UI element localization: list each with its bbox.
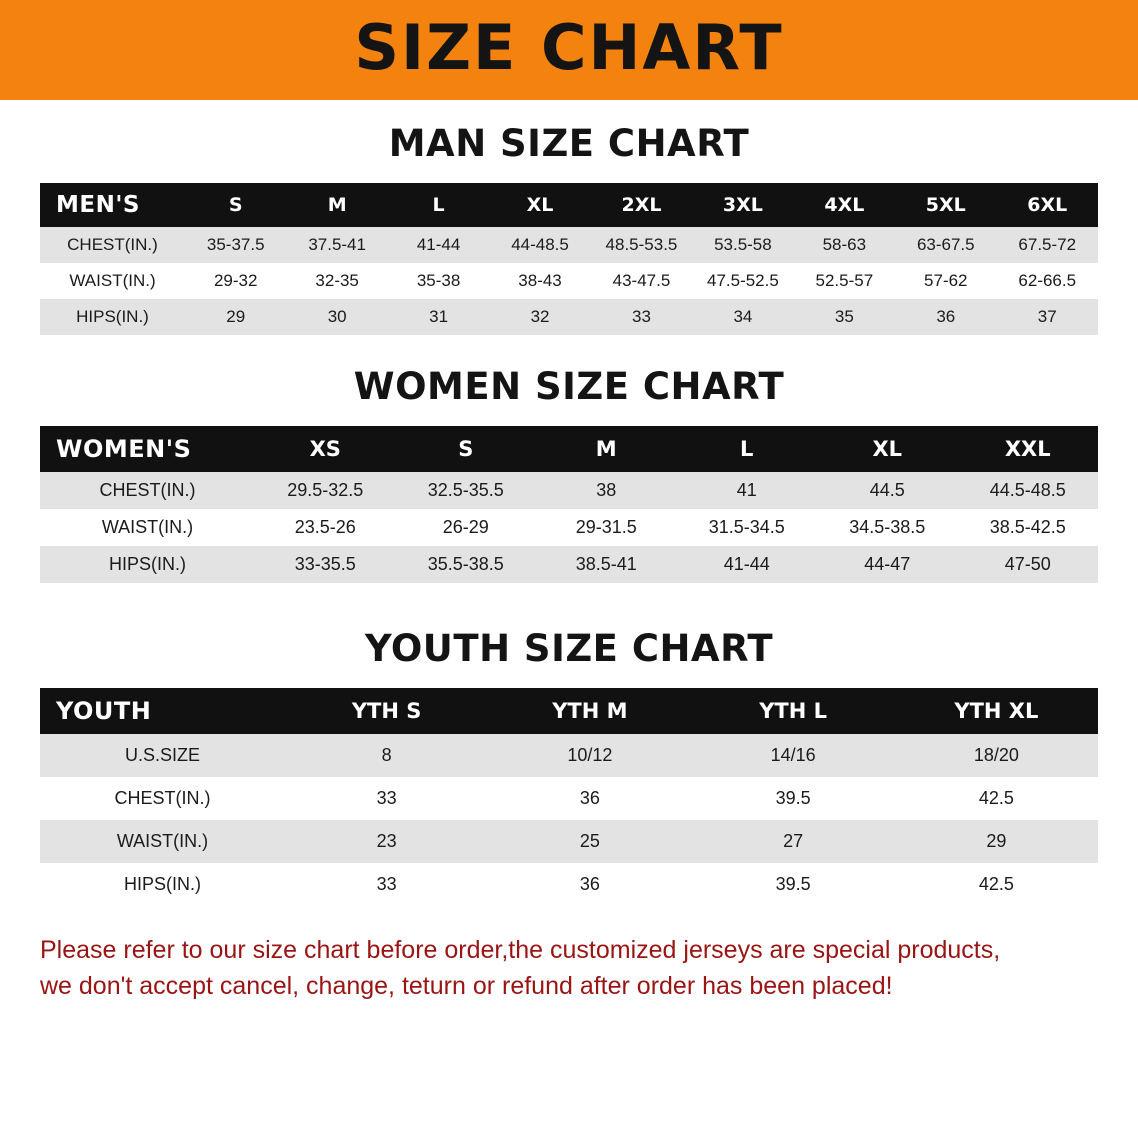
banner [0,0,1138,100]
table-cell: 57-62 [895,263,996,299]
row-label: HIPS(IN.) [40,299,185,335]
man-size-table [40,183,1098,335]
women-table-body [40,472,1098,583]
table-cell: 31 [388,299,489,335]
footnote-line-2: we don't accept cancel, change, teturn or refund after order has been placed! [40,972,893,1001]
table-cell: 18/20 [895,734,1098,777]
youth-header-row [40,688,1098,734]
table-cell: 23.5-26 [255,509,396,546]
table-row [40,820,1098,863]
man-header-cell: L [388,183,489,227]
table-row [40,299,1098,335]
table-cell: 32-35 [286,263,387,299]
table-cell: 38 [536,472,677,509]
women-table-head [40,426,1098,472]
row-label: CHEST(IN.) [40,472,255,509]
table-cell: 48.5-53.5 [591,227,692,263]
youth-header-label: YOUTH [40,688,285,734]
table-cell: 39.5 [692,777,895,820]
row-label: HIPS(IN.) [40,546,255,583]
man-header-cell: 2XL [591,183,692,227]
row-label: WAIST(IN.) [40,820,285,863]
table-cell: 33 [591,299,692,335]
women-header-cell: M [536,426,677,472]
youth-size-table-wrapper [0,688,1138,906]
table-cell: 44-48.5 [489,227,590,263]
table-cell: 35-38 [388,263,489,299]
row-label: WAIST(IN.) [40,509,255,546]
man-header-cell: 4XL [794,183,895,227]
man-header-cell: 3XL [692,183,793,227]
man-header-cell: 6XL [997,183,1099,227]
table-cell: 42.5 [895,777,1098,820]
table-cell: 35-37.5 [185,227,286,263]
table-cell: 37 [997,299,1099,335]
table-row [40,472,1098,509]
man-header-cell: 5XL [895,183,996,227]
man-table-head [40,183,1098,227]
table-cell: 32.5-35.5 [396,472,537,509]
table-cell: 36 [488,777,691,820]
table-cell: 34 [692,299,793,335]
row-label: CHEST(IN.) [40,227,185,263]
table-cell: 52.5-57 [794,263,895,299]
table-cell: 26-29 [396,509,537,546]
women-header-cell: XL [817,426,958,472]
table-cell: 34.5-38.5 [817,509,958,546]
footnote [40,932,1098,1005]
page-title: SIZE CHART [354,11,784,84]
table-cell: 53.5-58 [692,227,793,263]
table-cell: 58-63 [794,227,895,263]
table-cell: 23 [285,820,488,863]
table-row [40,546,1098,583]
table-row [40,263,1098,299]
man-header-row [40,183,1098,227]
table-row [40,734,1098,777]
table-cell: 41-44 [388,227,489,263]
women-header-label: WOMEN'S [40,426,255,472]
table-cell: 44.5 [817,472,958,509]
table-cell: 29 [895,820,1098,863]
table-cell: 47.5-52.5 [692,263,793,299]
man-size-table-wrapper [0,183,1138,335]
table-cell: 39.5 [692,863,895,906]
man-header-cell: M [286,183,387,227]
table-cell: 41-44 [677,546,818,583]
table-cell: 35.5-38.5 [396,546,537,583]
table-cell: 43-47.5 [591,263,692,299]
table-cell: 29 [185,299,286,335]
women-header-row [40,426,1098,472]
women-header-cell: XS [255,426,396,472]
table-cell: 32 [489,299,590,335]
youth-header-cell: YTH M [488,688,691,734]
women-header-cell: XXL [958,426,1099,472]
table-cell: 10/12 [488,734,691,777]
youth-header-cell: YTH S [285,688,488,734]
table-cell: 14/16 [692,734,895,777]
table-cell: 35 [794,299,895,335]
man-table-body [40,227,1098,335]
table-row [40,863,1098,906]
youth-size-table [40,688,1098,906]
youth-table-body [40,734,1098,906]
table-cell: 38.5-41 [536,546,677,583]
footnote-line-1: Please refer to our size chart before order,the customized jerseys are special products, [40,936,1001,964]
table-cell: 36 [488,863,691,906]
women-section-title: WOMEN SIZE CHART [353,365,785,408]
row-label: U.S.SIZE [40,734,285,777]
youth-header-cell: YTH XL [895,688,1098,734]
table-cell: 47-50 [958,546,1099,583]
row-label: WAIST(IN.) [40,263,185,299]
man-section-title: MAN SIZE CHART [388,122,750,165]
table-cell: 33-35.5 [255,546,396,583]
youth-table-head [40,688,1098,734]
youth-header-cell: YTH L [692,688,895,734]
table-cell: 29-31.5 [536,509,677,546]
table-cell: 30 [286,299,387,335]
table-cell: 29-32 [185,263,286,299]
women-size-table [40,426,1098,583]
table-cell: 36 [895,299,996,335]
women-size-table-wrapper [0,426,1138,583]
table-cell: 67.5-72 [997,227,1099,263]
table-row [40,227,1098,263]
table-cell: 25 [488,820,691,863]
row-label: CHEST(IN.) [40,777,285,820]
table-row [40,509,1098,546]
women-header-cell: L [677,426,818,472]
youth-section-title: YOUTH SIZE CHART [364,627,774,670]
row-label: HIPS(IN.) [40,863,285,906]
table-cell: 44.5-48.5 [958,472,1099,509]
table-cell: 63-67.5 [895,227,996,263]
table-row [40,777,1098,820]
table-cell: 27 [692,820,895,863]
table-cell: 38.5-42.5 [958,509,1099,546]
table-cell: 62-66.5 [997,263,1099,299]
table-cell: 29.5-32.5 [255,472,396,509]
table-cell: 31.5-34.5 [677,509,818,546]
table-cell: 8 [285,734,488,777]
man-header-label: MEN'S [40,183,185,227]
women-header-cell: S [396,426,537,472]
table-cell: 44-47 [817,546,958,583]
man-header-cell: S [185,183,286,227]
table-cell: 33 [285,777,488,820]
table-cell: 37.5-41 [286,227,387,263]
table-cell: 38-43 [489,263,590,299]
table-cell: 33 [285,863,488,906]
man-header-cell: XL [489,183,590,227]
table-cell: 42.5 [895,863,1098,906]
table-cell: 41 [677,472,818,509]
